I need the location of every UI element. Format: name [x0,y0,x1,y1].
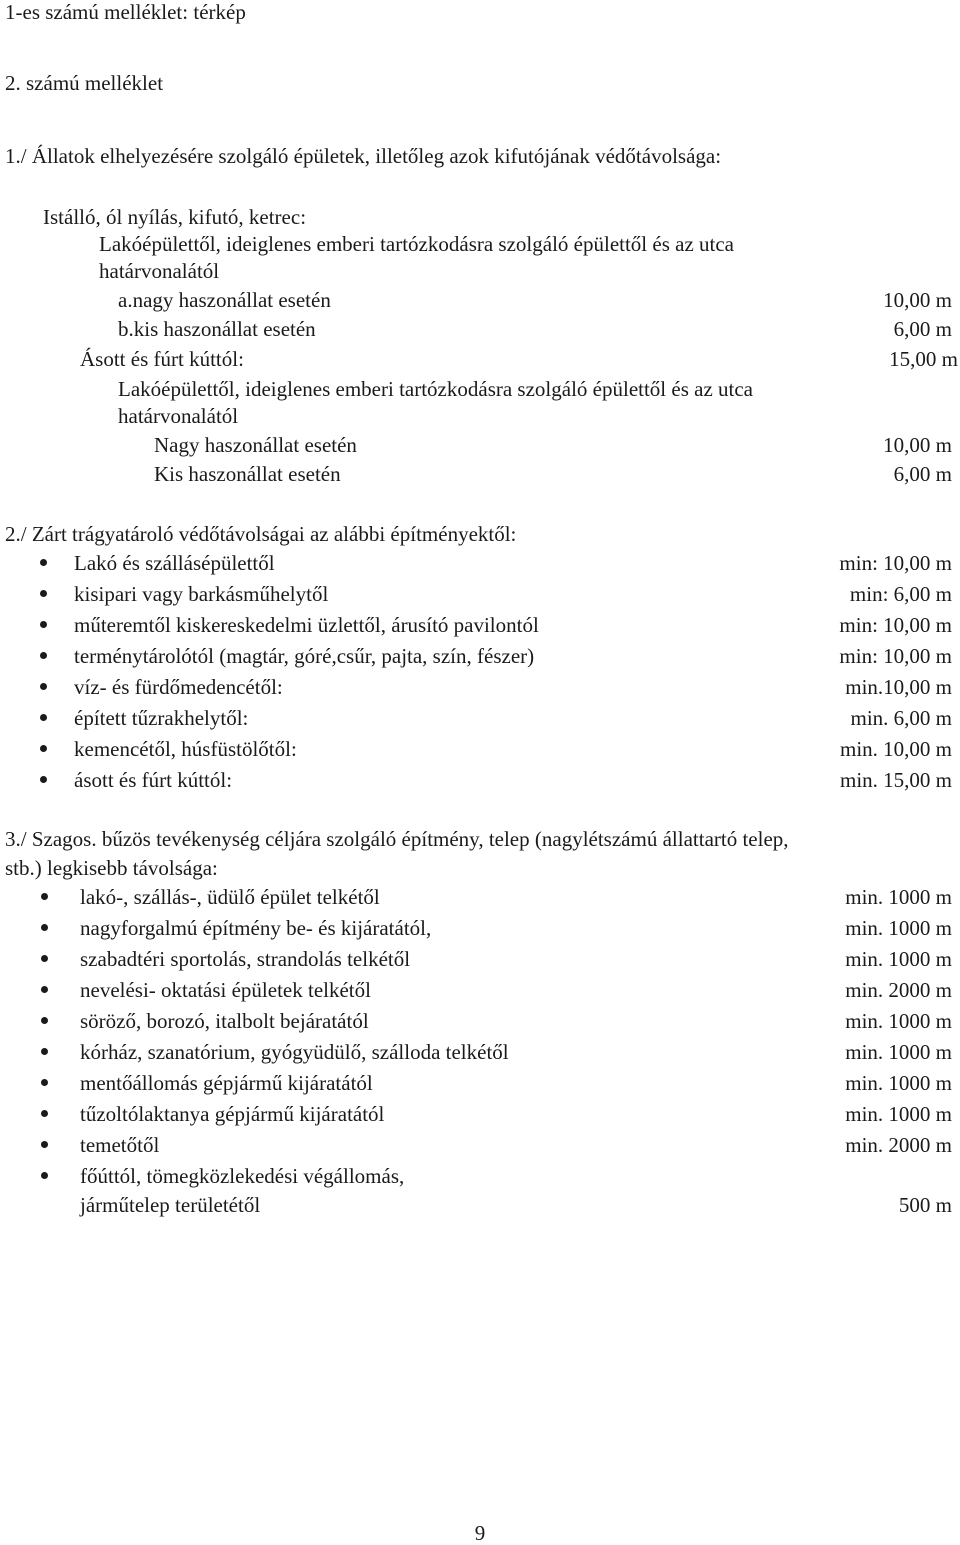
bullet-icon [40,776,47,783]
list-item-value: min. 1000 m [845,1071,952,1095]
list-item-label: tűzoltólaktanya gépjármű kijáratától [80,1102,385,1126]
last-item-value: 500 m [898,1193,952,1217]
well-label: Ásott és fúrt kúttól: [80,347,244,371]
section-1-intro-line-1: Lakóépülettől, ideiglenes emberi tartózkodásra szolgáló épülettől és az utca [99,232,735,256]
bullet-icon [40,745,47,752]
list-item-label: kemencétől, húsfüstölőtől: [74,737,297,761]
well-line-1: Lakóépülettől, ideiglenes emberi tartózkodásra szolgáló épülettől és az utca [118,377,754,401]
list-item-value: min: 10,00 m [839,551,952,575]
bullet-icon [41,1110,48,1117]
list-item-label: terménytárolótól (magtár, góré,csűr, pajta, szín, fészer) [74,644,535,668]
small-livestock-label: Kis haszonállat esetén [154,462,341,486]
well-value: 15,00 m [889,347,958,371]
bullet-icon [40,714,47,721]
bullet-icon [41,1079,48,1086]
list-item-value: min. 1000 m [845,1102,952,1126]
big-livestock-label: Nagy haszonállat esetén [154,433,357,457]
list-item-label: söröző, borozó, italbolt bejáratától [80,1009,369,1033]
list-item-label: temetőtől [80,1133,160,1157]
bullet-icon [40,683,47,690]
section-3-heading-line-1: 3./ Szagos. bűzös tevékenység céljára szolgáló építmény, telep (nagylétszámú állattartó telep, [5,827,789,851]
bullet-icon [41,924,48,931]
list-item-value: min. 1000 m [845,916,952,940]
list-item-label: lakó-, szállás-, üdülő épület telkétől [80,885,380,909]
last-item-line-2: járműtelep területétől [80,1193,261,1217]
bullet-icon [41,986,48,993]
list-item-label: épített tűzrakhelytől: [74,706,249,730]
list-item-label: szabadtéri sportolás, strandolás telkétől [80,947,411,971]
well-line-2: határvonalától [118,404,239,428]
item-a-value: 10,00 m [883,288,952,312]
item-b-value: 6,00 m [893,317,952,341]
page-number: 9 [474,1521,486,1545]
bullet-icon [41,1048,48,1055]
list-item-label: ásott és fúrt kúttól: [74,768,233,792]
list-item-value: min. 1000 m [845,1009,952,1033]
big-livestock-value: 10,00 m [883,433,952,457]
list-item-label: kisipari vagy barkásműhelytől [74,582,329,606]
list-item-value: min: 6,00 m [849,582,952,606]
list-item-value: min. 1000 m [845,885,952,909]
last-item-line-1: főúttól, tömegközlekedési végállomás, [80,1164,405,1188]
item-b-label: b.kis haszonállat esetén [118,317,316,341]
bullet-icon [40,621,47,628]
list-item-value: min: 10,00 m [839,644,952,668]
list-item-value: min. 10,00 m [839,737,952,761]
annex-2-heading: 2. számú melléklet [5,71,164,95]
section-1-intro-line-2: határvonalától [99,259,220,283]
bullet-icon [40,590,47,597]
bullet-icon [41,1017,48,1024]
list-item-value: min.10,00 m [845,675,952,699]
bullet-icon [40,652,47,659]
list-item-label: nagyforgalmú építmény be- és kijáratától, [80,916,432,940]
list-item-value: min. 6,00 m [850,706,952,730]
list-item-value: min. 15,00 m [839,768,952,792]
bullet-icon [41,955,48,962]
list-item-label: víz- és fürdőmedencétől: [74,675,283,699]
list-item-label: nevelési- oktatási épületek telkétől [80,978,371,1002]
small-livestock-value: 6,00 m [893,462,952,486]
section-3-heading-line-2: stb.) legkisebb távolsága: [5,856,218,880]
list-item-value: min. 1000 m [845,947,952,971]
item-a-label: a.nagy haszonállat esetén [118,288,331,312]
list-item-value: min. 1000 m [845,1040,952,1064]
annex-1-heading: 1-es számú melléklet: térkép [5,0,246,24]
list-item-value: min. 2000 m [845,1133,952,1157]
list-item-value: min: 10,00 m [839,613,952,637]
list-item-value: min. 2000 m [845,978,952,1002]
section-1-heading: 1./ Állatok elhelyezésére szolgáló épületek, illetőleg azok kifutójának védőtávolsága: [5,144,722,168]
section-2-heading: 2./ Zárt trágyatároló védőtávolságai az alábbi építményektől: [5,522,517,546]
bullet-icon [41,893,48,900]
list-item-label: Lakó és szállásépülettől [74,551,275,575]
list-item-label: műteremtől kiskereskedelmi üzlettől, árusító pavilontól [74,613,539,637]
list-item-label: mentőállomás gépjármű kijáratától [80,1071,373,1095]
section-1-subtitle: Istálló, ól nyílás, kifutó, ketrec: [43,205,307,229]
bullet-icon [40,559,47,566]
list-item-label: kórház, szanatórium, gyógyüdülő, szálloda telkétől [80,1040,509,1064]
bullet-icon [41,1141,48,1148]
bullet-icon [41,1172,48,1179]
